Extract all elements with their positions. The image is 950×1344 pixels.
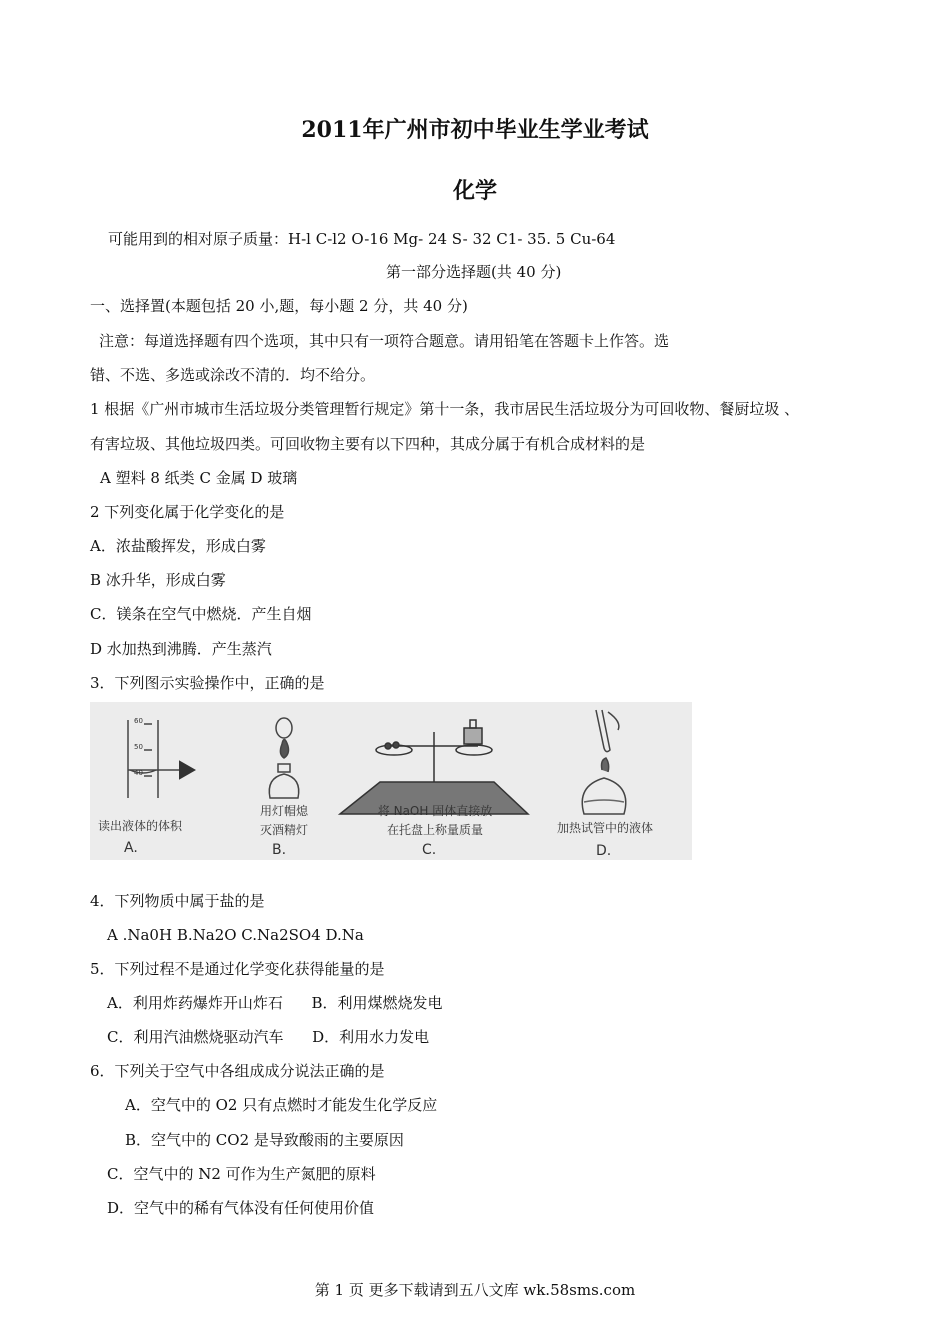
caption-c-line-1: 将 NaOH 固体直接放 bbox=[377, 804, 493, 818]
notice-line-1: 注意：每道选择题有四个选项，其中只有一项符合题意。请用铅笔在答题卡上作答。选 bbox=[99, 332, 670, 350]
balance-icon bbox=[340, 720, 528, 814]
q5-options-row-1: A．利用炸药爆炸开山炸石 B．利用煤燃烧发电 bbox=[107, 994, 443, 1012]
q5-options-row-2: C．利用汽油燃烧驱动汽车 D．利用水力发电 bbox=[107, 1028, 430, 1046]
q2-option-b: B 冰升华，形成白雾 bbox=[90, 571, 226, 589]
caption-b-line-2: 灭酒精灯 bbox=[259, 823, 308, 837]
q6-stem: 6．下列关于空气中各组成成分说法正确的是 bbox=[90, 1062, 385, 1080]
tick-60: 60 bbox=[134, 717, 143, 725]
q1-stem-line-1: 1 根据《广州市城市生活垃圾分类管理暂行规定》第十一条，我市居民生活垃圾分为可回收物、餐厨垃圾 、 bbox=[90, 400, 800, 418]
q3-stem: 3．下列图示实验操作中，正确的是 bbox=[90, 674, 325, 692]
alcohol-lamp-icon bbox=[269, 718, 298, 798]
page-footer: 第 1 页 更多下载请到五八文库 wk.58sms.com bbox=[314, 1281, 636, 1299]
tick-50: 50 bbox=[134, 743, 143, 751]
eye-icon bbox=[180, 762, 194, 778]
atomic-masses: 可能用到的相对原子质量：H-l C-l2 O-16 Mg- 24 S- 32 C1- 35. 5 Cu-64 bbox=[108, 230, 616, 248]
q2-option-c: C．镁条在空气中燃烧．产生自烟 bbox=[90, 605, 312, 623]
q6-option-d: D．空气中的稀有气体没有任何使用价值 bbox=[107, 1199, 375, 1217]
caption-c-line-2: 在托盘上称量质量 bbox=[386, 823, 483, 837]
cylinder-icon bbox=[128, 720, 190, 798]
label-a: A. bbox=[124, 840, 138, 856]
q6-option-a: A．空气中的 O2 只有点燃时才能发生化学反应 bbox=[125, 1096, 438, 1114]
q5-stem: 5．下列过程不是通过化学变化获得能量的是 bbox=[90, 960, 385, 978]
q2-stem: 2 下列变化属于化学变化的是 bbox=[90, 503, 285, 521]
part-title: 第一部分选择题(共 40 分) bbox=[386, 263, 562, 281]
caption-b-line-1: 用灯帽熄 bbox=[259, 804, 308, 818]
label-b: B. bbox=[272, 842, 287, 858]
q1-options: A 塑料 8 纸类 C 金属 D 玻璃 bbox=[100, 469, 298, 487]
q3-figure bbox=[90, 702, 692, 860]
test-tube-heating-icon bbox=[582, 710, 626, 814]
exam-title: 2011年广州市初中毕业生学业考试 bbox=[301, 117, 649, 143]
label-c: C. bbox=[422, 842, 437, 858]
caption-d: 加热试管中的液体 bbox=[556, 821, 653, 835]
section-title: 一、选择置(本题包括 20 小,题，每小题 2 分，共 40 分) bbox=[90, 297, 468, 315]
q2-option-d: D 水加热到沸腾．产生蒸汽 bbox=[90, 640, 272, 658]
q2-option-a: A．浓盐酸挥发，形成白雾 bbox=[90, 537, 266, 555]
label-d: D. bbox=[596, 843, 612, 859]
q1-stem-line-2: 有害垃圾、其他垃圾四类。可回收物主要有以下四种，其成分属于有机合成材料的是 bbox=[90, 435, 646, 453]
q4-options: A .Na0H B.Na2O C.Na2SO4 D.Na bbox=[107, 926, 364, 944]
q6-option-c: C．空气中的 N2 可作为生产氮肥的原料 bbox=[107, 1165, 376, 1183]
tick-40: 40 bbox=[134, 769, 143, 777]
subject-title: 化学 bbox=[452, 178, 497, 204]
notice-line-2: 错、不选、多选或涂改不清的．均不给分。 bbox=[90, 366, 376, 384]
q4-stem: 4．下列物质中属于盐的是 bbox=[90, 892, 265, 910]
q6-option-b: B．空气中的 CO2 是导致酸雨的主要原因 bbox=[125, 1131, 404, 1149]
caption-a: 读出液体的体积 bbox=[97, 819, 182, 833]
